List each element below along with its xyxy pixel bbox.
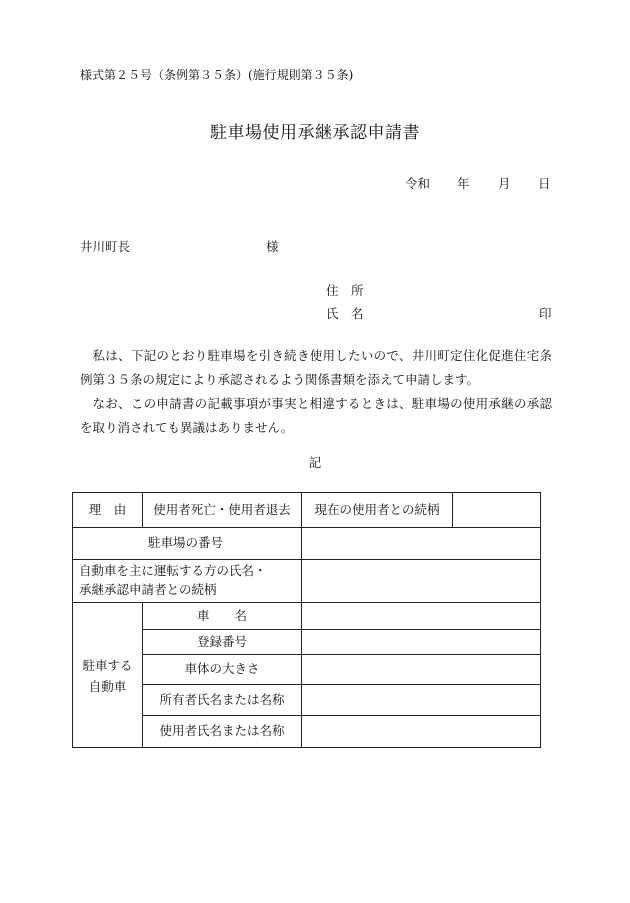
- registration-number-field[interactable]: [302, 632, 540, 652]
- driver-label-line2: 承継承認申請者との続柄: [79, 582, 217, 597]
- document-title: 駐車場使用承継承認申請書: [210, 123, 420, 143]
- vehicle-name-label: 車 名: [196, 608, 247, 623]
- date-day: 日: [538, 176, 551, 191]
- owner-name-field[interactable]: [302, 690, 540, 710]
- statement-paragraph-2: なお、この申請書の記載事項が事実と相違するときは、駐車場の使用承継の承認を取り消されても異議はありません。: [80, 396, 552, 435]
- driver-field[interactable]: [302, 570, 540, 590]
- reason-label: 理 由: [88, 502, 127, 517]
- date-year: 年: [457, 176, 470, 191]
- vehicle-size-label: 車体の大きさ: [184, 661, 260, 676]
- relationship-label: 現在の使用者との続柄: [314, 502, 440, 517]
- parking-number-label: 駐車場の番号: [148, 535, 224, 550]
- reason-options: 使用者死亡・使用者退去: [153, 502, 291, 517]
- relationship-field[interactable]: [453, 500, 540, 520]
- date-month: 月: [498, 176, 511, 191]
- driver-label-line1: 自動車を主に運転する方の氏名・: [79, 563, 267, 578]
- address-label: 住 所: [326, 283, 364, 298]
- vehicle-group-line2: 自動車: [88, 679, 127, 694]
- owner-name-label: 所有者氏名または名称: [159, 692, 285, 707]
- ki-heading: 記: [308, 455, 322, 470]
- vehicle-size-field[interactable]: [302, 659, 540, 679]
- vehicle-group-line1: 駐車する: [82, 658, 133, 673]
- addressee-honorific: 様: [266, 239, 279, 254]
- name-label: 氏 名: [326, 306, 364, 321]
- user-name-field[interactable]: [302, 721, 540, 741]
- parking-number-field[interactable]: [302, 533, 540, 553]
- addressee-name: 井川町長: [80, 239, 131, 254]
- seal-mark: 印: [539, 306, 552, 321]
- user-name-label: 使用者氏名または名称: [159, 723, 285, 738]
- statement-paragraph-1: 私は、下記のとおり駐車場を引き続き使用したいので、井川町定住化促進住宅条例第３５条の規定により承認されるよう関係書類を添えて申請します。: [80, 348, 552, 387]
- form-number: 様式第２５号（条例第３５条）(施行規則第３５条): [80, 68, 354, 82]
- registration-number-label: 登録番号: [196, 634, 247, 649]
- date-era: 令和: [405, 176, 431, 191]
- vehicle-name-field[interactable]: [302, 606, 540, 626]
